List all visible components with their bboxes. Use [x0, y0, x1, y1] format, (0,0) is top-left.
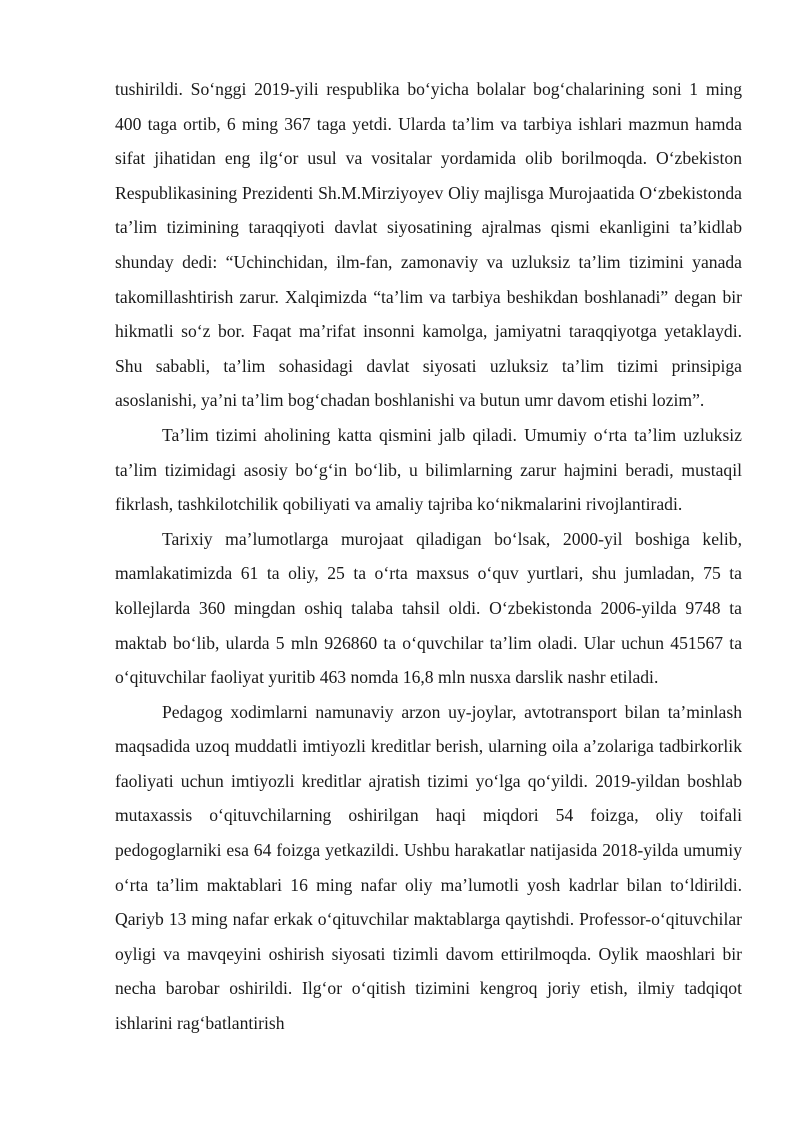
- paragraph-teacher-support: Pedagog xodimlarni namunaviy arzon uy-joylar, avtotransport bilan ta’minlash maqsadida uzoq muddatli imtiyozli kreditlar berish, ularning oila a’zolariga tadbirkorlik faoliyati uchun imtiyozli kreditlar ajratish tizimi yo‘lga qo‘yildi. 2019-yildan boshlab mutaxassis o‘qituvchilarning oshirilgan haqi miqdori 54 foizga, oliy toifali pedogoglarniki esa 64 foizga yetkazildi. Ushbu harakatlar natijasida 2018-yilda umumiy o‘rta ta’lim maktablari 16 ming nafar oliy ma’lumotli yosh kadrlar bilan to‘ldirildi. Qariyb 13 ming nafar erkak o‘qituvchilar maktablarga qaytishdi. Professor-o‘qituvchilar oyligi va mavqeyini oshirish siyosati tizimli davom ettirilmoqda. Oylik maoshlari bir necha barobar oshirildi. Ilg‘or o‘qitish tizimini kengroq joriy etish, ilmiy tadqiqot ishlarini rag‘batlantirish: [115, 701, 742, 1034]
- paragraph-education-system: Ta’lim tizimi aholining katta qismini jalb qiladi. Umumiy o‘rta ta’lim uzluksiz ta’lim tizimidagi asosiy bo‘g‘in bo‘lib, u bilimlarning zarur hajmini beradi, mustaqil fikrlash, tashkilotchilik qobiliyati va amaliy tajriba ko‘nikmalarini rivojlantiradi.: [115, 424, 742, 515]
- paragraph-preschool-reform: tushirildi. So‘nggi 2019-yili respublika bo‘yicha bolalar bog‘chalarining soni 1 ming 400 taga ortib, 6 ming 367 taga yetdi. Ularda ta’lim va tarbiya ishlari mazmun hamda sifat jihatidan eng ilg‘or usul va vositalar yordamida olib borilmoqda. O‘zbekiston Respublikasining Prezidenti Sh.M.Mirziyoyev Oliy majlisga Murojaatida O‘zbekistonda ta’lim tizimining taraqqiyoti davlat siyosatining ajralmas qismi ekanligini ta’kidlab shunday dedi: “Uchinchidan, ilm-fan, zamonaviy va uzluksiz ta’lim tizimini yanada takomillashtirish zarur. Xalqimizda “ta’lim va tarbiya beshikdan boshlanadi” degan bir hikmatli so‘z bor. Faqat ma’rifat insonni kamolga, jamiyatni taraqqiyotga yetaklaydi. Shu sababli, ta’lim sohasidagi davlat siyosati uzluksiz ta’lim tizimi prinsipiga asoslanishi, ya’ni ta’lim bog‘chadan boshlanishi va butun umr davom etishi lozim”.: [115, 79, 742, 411]
- paragraph-historical-statistics: Tarixiy ma’lumotlarga murojaat qiladigan bo‘lsak, 2000-yil boshiga kelib, mamlakatimizda 61 ta oliy, 25 ta o‘rta maxsus o‘quv yurtlari, shu jumladan, 75 ta kollejlarda 360 mingdan oshiq talaba tahsil oldi. O‘zbekistonda 2006-yilda 9748 ta maktab bo‘lib, ularda 5 mln 926860 ta o‘quvchilar ta’lim oladi. Ular uchun 451567 ta o‘qituvchilar faoliyat yuritib 463 nomda 16,8 mln nusxa darslik nashr etiladi.: [115, 528, 742, 688]
